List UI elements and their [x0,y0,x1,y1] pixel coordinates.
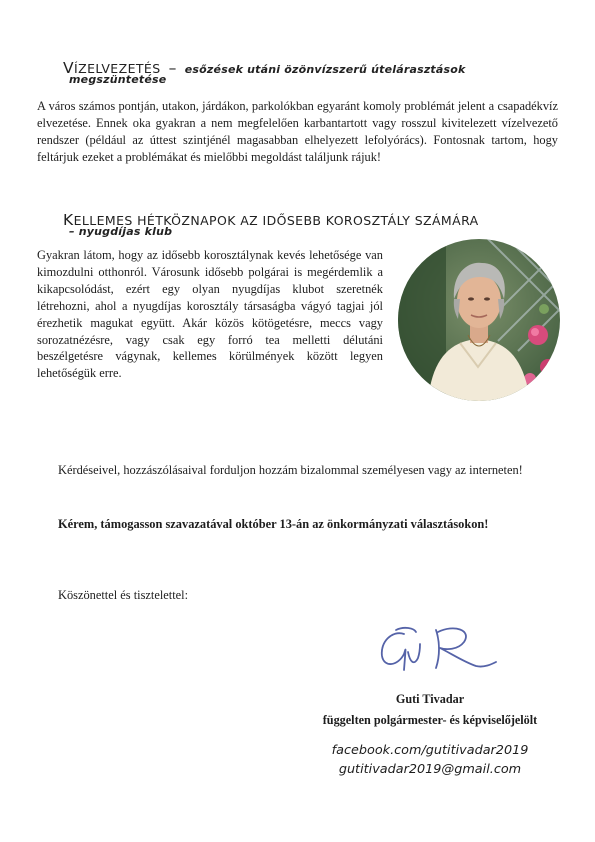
email-link[interactable]: gutitivadar2019@gmail.com [338,762,522,777]
section2-paragraph: Gyakran látom, hogy az idősebb korosztálynak kevés lehetősége van kimozdulni otthonról. Városunk idősebb polgárai is megérdemlik a kikapcsolódást, ezért egy olyan nyugdíjas klubot szeretnék létrehozni, ahol a nyugdíjas korosztály társaságba vágyó tagjai jól érezhetik magukat együtt. Akár közös kötögetésre, meccs vagy sorozatnézésre, vagy csak egy forró tea melletti délutáni beszélgetésre vágynak, kellemes körülmények között legyen lehetőségük erre. [37,248,383,381]
section2-subtitle: – nyugdíjas klub [69,225,173,238]
signer-role: függelten polgármester- és képviselőjelölt [322,713,538,727]
section1-subtitle-line2: megszüntetése [69,73,167,86]
contact-block [290,743,570,777]
section1-title-rest: ÍZELVEZETÉS [74,61,161,76]
signer-name: Guti Tivadar [395,692,465,706]
closing-request: Kérem, támogasson szavazatával október 13-án az önkormányzati választásokon! [58,517,489,531]
section2-title-rest: ELLEMES HÉTKÖZNAPOK AZ IDŐSEBB KOROSZTÁLY SZÁMÁRA [73,213,479,228]
portrait-photo [398,239,560,401]
closing-regards: Köszönettel és tisztelettel: [58,588,189,602]
signature-graphic [374,622,500,676]
section2-title-cap: K [63,211,74,229]
section1-dash: – [168,59,177,77]
closing-questions: Kérdéseivel, hozzászólásaival forduljon hozzám bizalommal személyesen vagy az interneten! [58,463,523,477]
section1-paragraph: A város számos pontján, utakon, járdákon, parkolókban egyaránt komoly problémát jelent a csapadékvíz elvezetése. Ennek oka gyakran a nem megfelelően karbantartott vagy rosszul kivitelezett vízelvezető rendszer (például az úttest szintjénél magasabban elhelyezett lefolyórács). Fontosnak tartom, hogy feltárjuk ezeket a problémákat és mielőbbi megoldást találjunk rájuk! [37,99,558,164]
signer-block [280,692,580,728]
section1-title-cap: V [63,59,75,77]
section1-subtitle-line1: esőzések utáni özönvízszerű útelárasztások [184,63,466,76]
portrait-illustration [398,239,560,401]
facebook-link[interactable]: facebook.com/gutitivadar2019 [331,743,529,758]
